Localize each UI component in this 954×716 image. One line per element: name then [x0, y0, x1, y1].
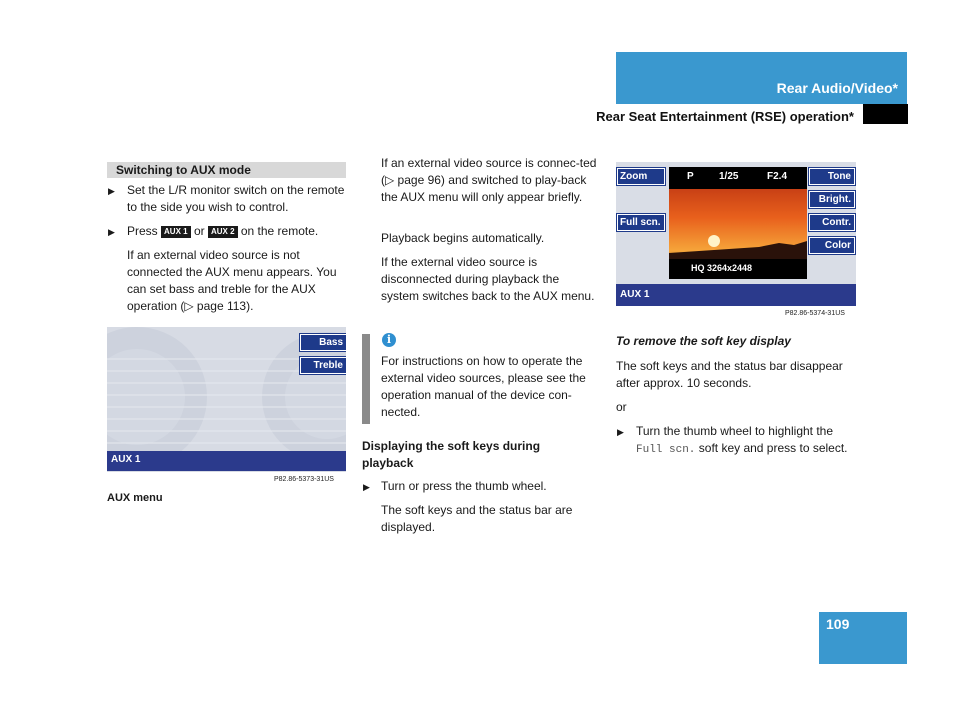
info-p: P [687, 171, 694, 182]
aux-menu-screen [107, 327, 346, 472]
status-bar: AUX 1 [616, 284, 856, 306]
result-softkeys-displayed: The soft keys and the status bar are displayed. [381, 503, 573, 534]
section-heading-box [107, 162, 346, 178]
softkey-bass-label: Bass [319, 337, 343, 348]
section-subtitle: Rear Seat Entertainment (RSE) operation* [596, 109, 854, 124]
image-code: P82.86-5374-31US [785, 310, 845, 317]
paragraph-disconnected: If the external video source is disconnected during playback the system switches back to the AUX menu. [381, 255, 595, 303]
status-bar: AUX 1 [107, 451, 346, 471]
bullet-icon: ▶ [363, 482, 370, 492]
note-text: For instructions on how to operate the external video sources, please see the operation manual of the device con-nected. [381, 354, 586, 419]
aux1-key-icon: AUX 1 [161, 226, 191, 238]
bullet-icon: ▶ [108, 186, 115, 196]
section-heading: Switching to AUX mode [116, 163, 251, 177]
video-screen [616, 162, 856, 306]
softkey-full-screen[interactable]: Full scn. [617, 214, 665, 231]
softkey-treble[interactable] [300, 357, 346, 374]
softkey-brightness[interactable]: Bright. [809, 191, 855, 208]
video-image [669, 167, 807, 279]
heading-display-softkeys: Displaying the soft keys during playback [362, 439, 541, 470]
image-code: P82.86-5373-31US [274, 476, 334, 483]
info-icon: i [382, 333, 396, 347]
heading-remove-softkeys: To remove the soft key display [616, 334, 791, 348]
bullet-icon: ▶ [108, 227, 115, 237]
header-banner [616, 52, 907, 104]
figure-caption: AUX menu [107, 492, 163, 504]
step-remote-label: on the remote. [240, 224, 319, 238]
step-press-aux [127, 223, 349, 240]
softkey-bass[interactable] [300, 334, 346, 351]
aux2-key-icon: AUX 2 [208, 226, 238, 238]
step-set-switch: Set the L/R monitor switch on the remote to the side you wish to control. [127, 183, 345, 214]
or-label: or [193, 224, 205, 238]
paragraph-external-source: If an external video source is connec-ted (▷ page 96) and switched to play-back the AUX menu will only appear briefly. [381, 156, 597, 204]
softkey-contrast[interactable]: Contr. [809, 214, 855, 231]
paragraph-playback: Playback begins automatically. [381, 231, 545, 245]
step-press-label: Press [127, 224, 158, 238]
paragraph-softkeys-disappear: The soft keys and the status bar disappear after approx. 10 seconds. [616, 359, 843, 390]
page-number: 109 [826, 616, 850, 632]
step-highlight-full-screen [636, 423, 858, 459]
aux-info-paragraph: If an external video source is not connected the AUX menu appears. You can set bass and treble for the AUX operation (▷ page 113). [127, 248, 337, 313]
softkey-tone[interactable]: Tone [809, 168, 855, 185]
chapter-title: Rear Audio/Video* [776, 80, 898, 96]
chapter-tab [863, 104, 908, 124]
bullet-icon: ▶ [617, 427, 624, 437]
info-aperture: F2.4 [767, 171, 788, 182]
note-bar [362, 334, 370, 424]
full-screen-code: Full scn. [636, 444, 696, 456]
step-highlight-text: Turn the thumb wheel to highlight the [636, 424, 834, 438]
or-label: or [616, 400, 627, 414]
softkey-zoom[interactable]: Zoom [617, 168, 665, 185]
step-thumb-wheel: Turn or press the thumb wheel. [381, 479, 547, 493]
resolution-label: HQ 3264x2448 [691, 263, 753, 273]
softkey-treble-label: Treble [313, 360, 343, 371]
step-select-text: soft key and press to select. [698, 441, 848, 455]
info-shutter: 1/25 [719, 171, 739, 182]
softkey-color[interactable]: Color [809, 237, 855, 254]
